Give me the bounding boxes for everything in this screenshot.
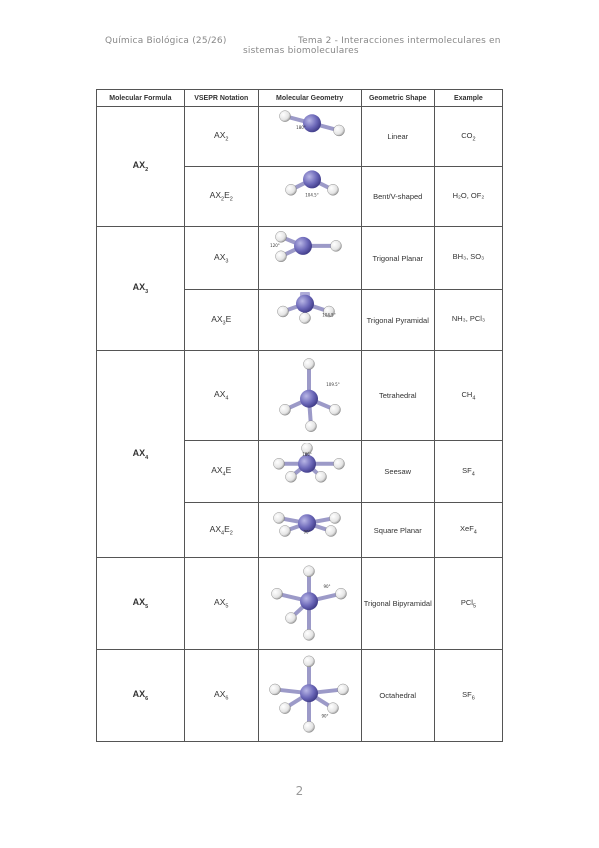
- ligand-atom: [279, 525, 290, 536]
- ligand-atom: [275, 231, 286, 242]
- shape-text: Seesaw: [384, 467, 412, 476]
- ligand-atom: [330, 240, 341, 251]
- example-cell: [434, 558, 502, 650]
- example-text: BH₃, SO₃: [452, 252, 485, 262]
- geometric-shape-cell: [361, 290, 434, 351]
- ligand-atom: [337, 683, 348, 694]
- vsepr-notation-cell: [184, 441, 258, 503]
- formula-text: AX: [132, 447, 146, 458]
- ligand-atom: [299, 312, 310, 323]
- subscript: 4: [473, 529, 477, 536]
- subscript: 4: [222, 471, 226, 478]
- example-cell: [434, 107, 502, 167]
- ligand-atom: [335, 588, 346, 599]
- subscript: 5: [225, 603, 229, 610]
- vsepr-notation-cell: [184, 351, 258, 441]
- col-header-formula: Molecular Formula: [97, 90, 185, 107]
- notation-text: AX: [214, 689, 226, 700]
- subscript: 4: [221, 530, 225, 537]
- molecule-model: [261, 652, 359, 740]
- ligand-atom: [275, 250, 286, 261]
- notation-text: AX: [214, 389, 226, 400]
- col-header-shape: Geometric Shape: [361, 90, 434, 107]
- subscript: 2: [145, 166, 149, 173]
- vsepr-notation-cell: [184, 227, 258, 290]
- bond-angle-label: 180°: [301, 451, 312, 457]
- vsepr-notation-cell: [184, 290, 258, 351]
- geometric-shape-cell: [361, 167, 434, 227]
- geometric-shape-cell: [361, 227, 434, 290]
- table-row: [97, 227, 503, 290]
- molecule-model: [261, 229, 359, 288]
- notation-suffix: E: [224, 190, 230, 201]
- ligand-atom: [279, 404, 290, 415]
- molecule-model: [261, 109, 359, 165]
- ligand-atom: [315, 471, 326, 482]
- molecular-geometry-cell: [258, 351, 361, 441]
- molecule-model: [261, 169, 359, 225]
- molecular-geometry-cell: [258, 167, 361, 227]
- example-cell: [434, 650, 502, 742]
- ligand-atom: [303, 629, 314, 640]
- notation-text: AX: [214, 597, 226, 608]
- molecular-geometry-cell: [258, 227, 361, 290]
- col-header-geometry: Molecular Geometry: [258, 90, 361, 107]
- subscript: 4: [145, 454, 149, 461]
- ligand-atom: [327, 702, 338, 713]
- ligand-atom: [269, 683, 280, 694]
- shape-text: Tetrahedral: [378, 391, 417, 400]
- topic-title: [243, 36, 503, 56]
- example-cell: [434, 441, 502, 503]
- subscript: 4: [471, 471, 475, 478]
- formula-text: AX: [132, 282, 146, 293]
- ligand-atom: [273, 458, 284, 469]
- molecular-geometry-cell: [258, 107, 361, 167]
- molecular-geometry-cell: [258, 503, 361, 558]
- vsepr-notation-cell: [184, 107, 258, 167]
- bond-angle-label: 90°: [321, 713, 329, 719]
- molecule-model: [261, 443, 359, 501]
- ligand-atom: [285, 612, 296, 623]
- molecule-model: [261, 292, 359, 349]
- ligand-atom: [329, 404, 340, 415]
- ligand-atom: [303, 565, 314, 576]
- shape-text: Trigonal Pyramidal: [366, 315, 429, 325]
- table-row: [97, 107, 503, 167]
- subscript: 4: [472, 395, 476, 402]
- shape-text: Bent/V-shaped: [373, 192, 423, 201]
- subscript: 2: [229, 196, 233, 203]
- table-header-row: [97, 90, 503, 107]
- example-text: SF: [462, 689, 472, 699]
- table-row: [97, 351, 503, 441]
- geometric-shape-cell: [361, 351, 434, 441]
- subscript: 6: [471, 695, 475, 702]
- shape-text: Trigonal Planar: [372, 253, 424, 263]
- shape-text: Square Planar: [373, 525, 422, 535]
- course-title: Química Biológica (25/26): [105, 36, 227, 46]
- molecule-model: [261, 505, 359, 556]
- central-atom: [300, 389, 318, 407]
- notation-text: AX: [214, 130, 226, 141]
- ligand-atom: [279, 702, 290, 713]
- notation-suffix: E: [225, 313, 232, 324]
- bond-angle-label: 104.5°: [321, 312, 336, 318]
- geometric-shape-cell: [361, 441, 434, 503]
- example-text: CH: [461, 389, 473, 399]
- molecular-formula-cell: [97, 351, 185, 558]
- ligand-atom: [303, 358, 314, 369]
- bond-angle-label: 104.5°: [304, 191, 319, 197]
- subscript: 3: [222, 320, 226, 327]
- table-body: [97, 107, 503, 742]
- shape-text: Octahedral: [379, 691, 417, 700]
- central-atom: [296, 294, 314, 312]
- bond-angle-label: 90°: [323, 583, 331, 589]
- central-atom: [300, 592, 318, 610]
- ligand-atom: [303, 721, 314, 732]
- molecular-formula-cell: [97, 107, 185, 227]
- example-cell: [434, 351, 502, 441]
- central-atom: [298, 451, 316, 472]
- central-atom: [303, 170, 321, 188]
- molecular-geometry-cell: [258, 290, 361, 351]
- subscript: 4: [225, 395, 229, 402]
- molecule-model: [261, 560, 359, 648]
- geometric-shape-cell: [361, 558, 434, 650]
- ligand-atom: [327, 184, 338, 195]
- subscript: 2: [221, 196, 225, 203]
- molecular-geometry-cell: [258, 441, 361, 503]
- subscript: 5: [145, 603, 149, 610]
- ligand-atom: [333, 458, 344, 469]
- notation-suffix: E: [225, 465, 232, 476]
- example-cell: [434, 503, 502, 558]
- shape-text: Trigonal Bipyramidal: [363, 599, 432, 608]
- topic-title-line1: Tema 2 - Interacciones intermoleculares en: [298, 36, 501, 46]
- bond-angle-label: 90°: [303, 529, 311, 535]
- example-text: CO: [461, 130, 473, 140]
- bond-angle-label: 120°: [269, 242, 280, 248]
- ligand-atom: [271, 588, 282, 599]
- molecular-geometry-cell: [258, 650, 361, 742]
- example-text: XeF: [460, 524, 474, 534]
- molecular-formula-cell: [97, 227, 185, 351]
- notation-text: AX: [211, 313, 223, 324]
- vsepr-notation-cell: [184, 558, 258, 650]
- page-number: 2: [295, 784, 304, 798]
- shape-text: Linear: [387, 132, 409, 141]
- formula-text: AX: [132, 160, 146, 171]
- ligand-atom: [277, 306, 288, 317]
- example-cell: [434, 227, 502, 290]
- notation-suffix: E: [224, 523, 230, 534]
- example-cell: [434, 290, 502, 351]
- notation-text: AX: [209, 523, 221, 534]
- subscript: 3: [145, 288, 149, 295]
- topic-title-line2: sistemas biomoleculares: [243, 46, 359, 56]
- subscript: 5: [472, 603, 476, 610]
- example-text: NH₃, PCl₃: [451, 314, 486, 324]
- notation-text: AX: [209, 190, 221, 201]
- col-header-example: Example: [434, 90, 502, 107]
- ligand-atom: [325, 525, 336, 536]
- ligand-atom: [279, 110, 290, 121]
- subscript: 2: [472, 136, 476, 143]
- bond-angle-label: 109.5°: [325, 381, 340, 387]
- vsepr-notation-cell: [184, 650, 258, 742]
- example-text: SF: [462, 465, 472, 475]
- vsepr-notation-cell: [184, 503, 258, 558]
- molecular-formula-cell: [97, 558, 185, 650]
- notation-text: AX: [214, 251, 226, 262]
- vsepr-table: [96, 89, 503, 742]
- subscript: 6: [145, 695, 149, 702]
- table-row: [97, 650, 503, 742]
- formula-text: AX: [132, 689, 146, 700]
- vsepr-notation-cell: [184, 167, 258, 227]
- ligand-atom: [305, 420, 316, 431]
- subscript: 3: [225, 258, 229, 265]
- col-header-notation: VSEPR Notation: [184, 90, 258, 107]
- ligand-atom: [329, 512, 340, 523]
- formula-text: AX: [132, 597, 146, 608]
- geometric-shape-cell: [361, 650, 434, 742]
- subscript: 2: [225, 136, 229, 143]
- molecular-formula-cell: [97, 650, 185, 742]
- geometric-shape-cell: [361, 503, 434, 558]
- ligand-atom: [285, 184, 296, 195]
- subscript: 6: [225, 695, 229, 702]
- example-text: PCl: [460, 597, 473, 607]
- geometric-shape-cell: [361, 107, 434, 167]
- central-atom: [294, 236, 312, 254]
- molecule-model: [261, 353, 359, 439]
- notation-text: AX: [211, 465, 223, 476]
- example-text: H₂O, OF₂: [452, 190, 485, 200]
- example-cell: [434, 167, 502, 227]
- ligand-atom: [333, 124, 344, 135]
- ligand-atom: [273, 512, 284, 523]
- ligand-atom: [303, 655, 314, 666]
- table-row: [97, 558, 503, 650]
- subscript: 2: [229, 530, 233, 537]
- ligand-atom: [285, 471, 296, 482]
- bond-angle-label: 180°: [295, 124, 306, 130]
- central-atom: [300, 684, 318, 702]
- molecular-geometry-cell: [258, 558, 361, 650]
